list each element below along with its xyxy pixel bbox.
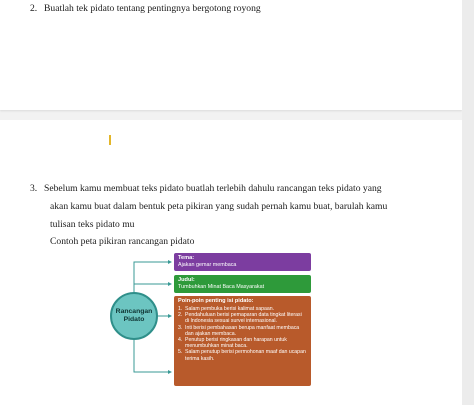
connector-tema	[134, 262, 170, 292]
poin-box	[174, 296, 311, 386]
center-node-rancangan-pidato	[110, 292, 158, 340]
center-label-line-2: Pidato	[123, 316, 145, 323]
example-caption: Contoh peta pikiran rancangan pidato	[50, 236, 195, 247]
poin-item: 5. Salam penutup berisi permohonan maaf dan ucapan terima kasih.	[178, 349, 306, 362]
arrow-poin-lower	[168, 370, 172, 374]
question-2-text: Buatlah tek pidato tentang pentingnya bergotong royong	[44, 3, 261, 14]
question-2-number: 2.	[30, 3, 38, 14]
tema-box	[174, 253, 311, 271]
center-label-line-1: Rancangan	[115, 308, 153, 315]
poin-list	[178, 306, 307, 362]
arrow-judul	[168, 282, 172, 286]
tema-title: Tema:	[178, 255, 195, 261]
arrow-tema	[168, 260, 172, 264]
poin-item: 2. Pendahuluan berisi pemaparan data tingkat literasi di Indonesia sesuai survei internasional.	[178, 312, 302, 325]
judul-text: Tumbuhkan Minat Baca Masyarakat	[178, 284, 265, 290]
poin-item: 3. Inti berisi pembahasan berupa manfaat membaca dan ajakan membaca.	[178, 324, 300, 337]
poin-title: Poin-poin penting isi pidato:	[178, 298, 254, 304]
arrow-poin	[168, 314, 172, 318]
question-3-text-line-3: tulisan teks pidato mu	[50, 219, 135, 230]
tema-text: Ajakan gemar membaca	[178, 262, 237, 268]
question-3-text-line-2: akan kamu buat dalam bentuk peta pikiran yang sudah pernah kamu buat, barulah kamu	[50, 201, 388, 212]
poin-item: 4. Penutup berisi ringkasan dan harapan untuk menumbuhkan minat baca.	[178, 337, 287, 350]
poin-item: 1. Salam pembuka berisi kalimat sapaan.	[178, 306, 275, 312]
question-3-number: 3.	[30, 183, 38, 194]
question-3-text-line-1: Sebelum kamu membuat teks pidato buatlah terlebih dahulu rancangan teks pidato yang	[44, 183, 382, 194]
connector-poin-lower	[134, 340, 170, 372]
judul-box	[174, 275, 311, 293]
connector-judul	[134, 266, 170, 284]
judul-title: Judul:	[178, 277, 195, 283]
